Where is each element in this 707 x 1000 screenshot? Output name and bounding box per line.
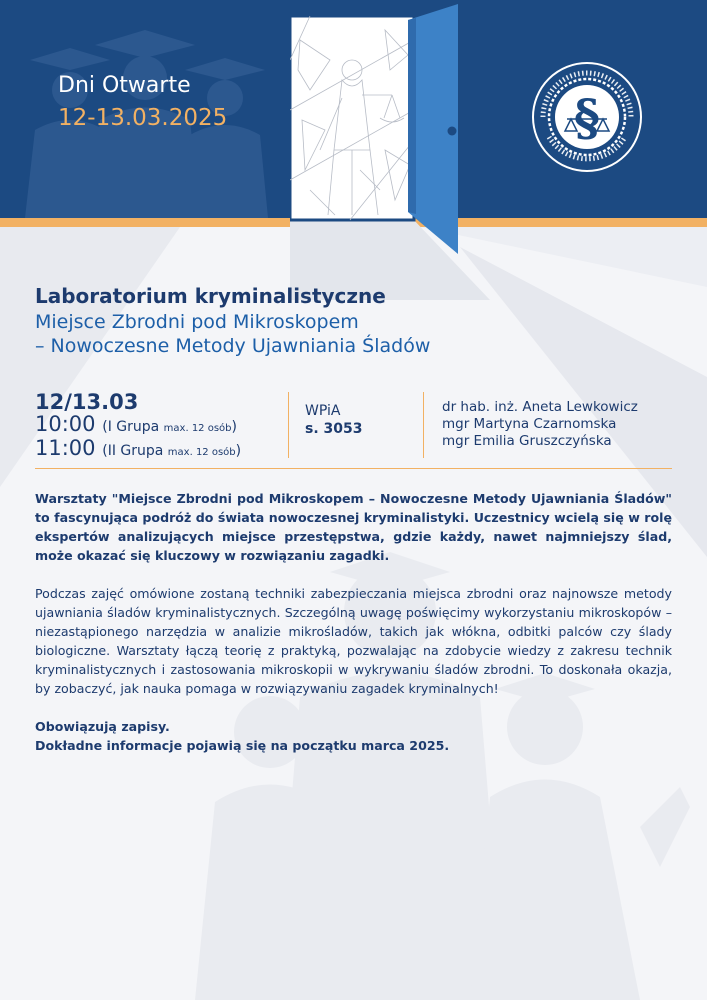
slot-1-max: max. 12 osób	[163, 423, 232, 434]
session-date: 12/13.03	[35, 390, 139, 414]
location-room: s. 3053	[305, 421, 363, 437]
description-intro: Warsztaty "Miejsce Zbrodni pod Mikroskopem – Nowoczesne Metody Ujawniania Śladów" to fascynująca podróż do świata nowoczesnej kryminalistyki. Uczestnicy wcielą się w rolę ekspertów analizujących miejsce przestępstwa, gdzie każdy, nawet najmniejszy ślad, może okazać się kluczowy w rozwiązaniu zagadki.	[35, 491, 672, 563]
location	[305, 402, 363, 438]
lab-subtitle-line-2: – Nowoczesne Metody Ujawniania Śladów	[35, 335, 431, 357]
slot-2-time: 11:00	[35, 436, 96, 460]
session-slot-1: 10:00 (I Grupa max. 12 osób)	[35, 412, 237, 436]
event-name: Dni Otwarte	[58, 73, 191, 98]
slot-1-group: I Grupa	[107, 419, 160, 435]
divider	[288, 392, 289, 458]
instructor-2: mgr Martyna Czarnomska	[442, 416, 617, 432]
door-knob	[448, 127, 457, 136]
svg-text:§: §	[573, 88, 601, 147]
lab-title: Laboratorium kryminalistyczne	[35, 284, 386, 308]
description	[35, 489, 672, 755]
instructor-1: dr hab. inż. Aneta Lewkowicz	[442, 399, 638, 415]
seal-text	[527, 57, 647, 177]
schedule-info	[35, 390, 675, 468]
instructors	[442, 399, 638, 450]
open-door-illustration	[290, 0, 490, 300]
registration-info: Dokładne informacje pojawią się na początku marca 2025.	[35, 738, 450, 753]
lab-subtitle-line-1: Miejsce Zbrodni pod Mikroskopem	[35, 311, 359, 333]
registration-required: Obowiązują zapisy.	[35, 719, 170, 734]
divider	[423, 392, 424, 458]
lab-title-block	[35, 284, 675, 358]
slot-1-time: 10:00	[35, 412, 96, 436]
instructor-3: mgr Emilia Gruszczyńska	[442, 433, 612, 449]
registration-note	[35, 717, 672, 755]
description-details: Podczas zajęć omówione zostaną techniki zabezpieczania miejsca zbrodni oraz najnowsze metody ujawniania śladów kryminalistycznych. Szczególną uwagę poświęcimy wykorzystaniu mikroskopów – niezastąpionego narzędzia w analizie mikrośladów, takich jak włókna, odbitki palców czy ślady biologiczne. Warsztaty łączą teorię z praktyką, pozwalając na zdobycie wiedzy z zakresu technik kryminalistycznych i zastosowania mikroskopii w wykrywaniu śladów zbrodni. To doskonała okazja, by zobaczyć, jak nauka pomaga w rozwiązywaniu zagadek kryminalnych!	[35, 586, 672, 696]
section-rule	[35, 468, 672, 469]
slot-2-max: max. 12 osób	[167, 447, 236, 458]
location-building: WPiA	[305, 403, 341, 419]
session-slot-2: 11:00 (II Grupa max. 12 osób)	[35, 436, 242, 460]
slot-2-group: II Grupa	[107, 443, 164, 459]
event-dates: 12-13.03.2025	[58, 105, 228, 131]
